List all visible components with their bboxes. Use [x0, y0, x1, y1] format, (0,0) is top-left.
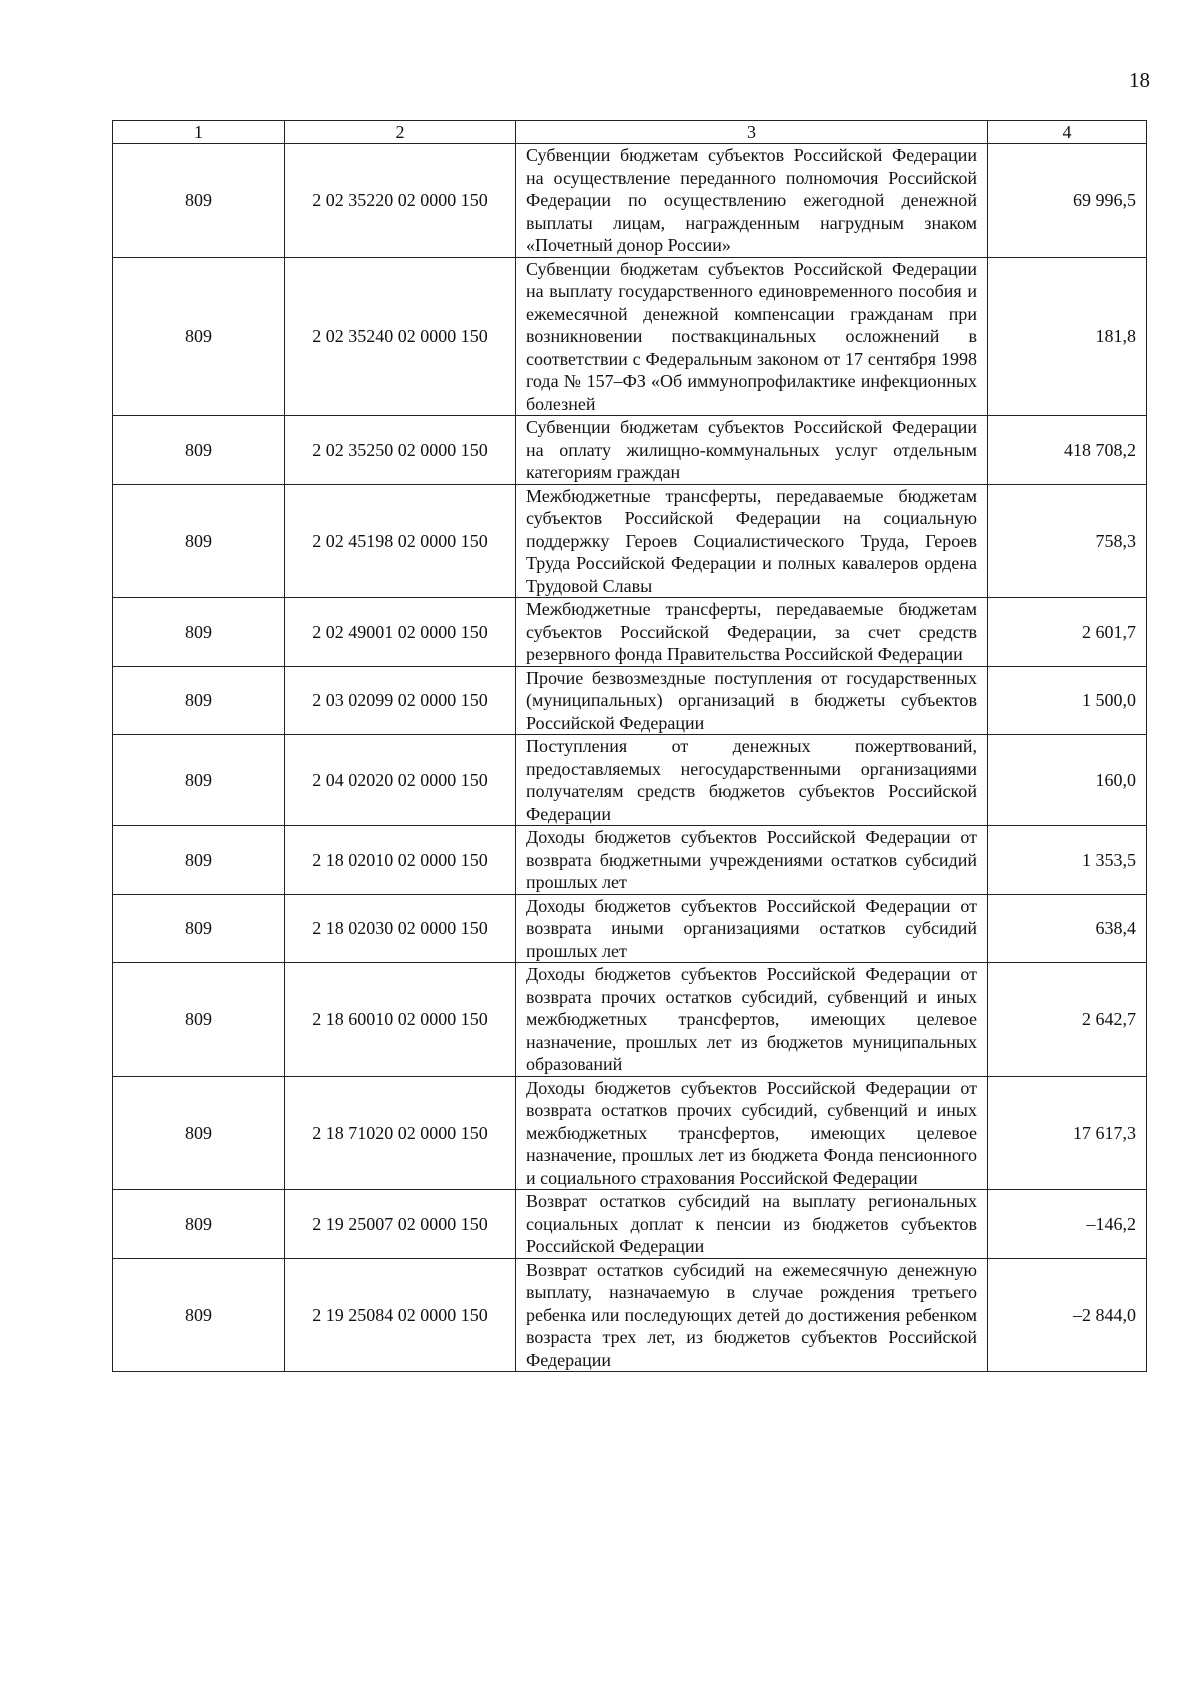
budget-code-cell: 2 02 35220 02 0000 150: [285, 144, 516, 258]
description-cell: Поступления от денежных пожертвований, предоставляемых негосударственными организациями получателям средств бюджетов субъектов Российской Федерации: [516, 735, 988, 826]
budget-code-cell: 2 02 35240 02 0000 150: [285, 257, 516, 416]
column-header: 2: [285, 121, 516, 144]
amount-cell: –2 844,0: [988, 1258, 1147, 1372]
amount-cell: 638,4: [988, 894, 1147, 963]
table-row: [113, 963, 1147, 1077]
table-row: [113, 484, 1147, 598]
amount-cell: –146,2: [988, 1190, 1147, 1259]
amount-cell: 1 500,0: [988, 666, 1147, 735]
budget-code-cell: 2 02 35250 02 0000 150: [285, 416, 516, 485]
table-row: [113, 416, 1147, 485]
table-row: [113, 1076, 1147, 1190]
description-cell: Межбюджетные трансферты, передаваемые бюджетам субъектов Российской Федерации на социальную поддержку Героев Социалистического Труда, Героев Труда Российской Федерации и полных кавалеров ордена Трудовой Славы: [516, 484, 988, 598]
description-cell: Прочие безвозмездные поступления от государственных (муниципальных) организаций в бюджеты субъектов Российской Федерации: [516, 666, 988, 735]
admin-code-cell: 809: [113, 735, 285, 826]
budget-code-cell: 2 19 25084 02 0000 150: [285, 1258, 516, 1372]
budget-code-cell: 2 02 45198 02 0000 150: [285, 484, 516, 598]
table-row: [113, 826, 1147, 895]
budget-code-cell: 2 18 71020 02 0000 150: [285, 1076, 516, 1190]
table-row: [113, 666, 1147, 735]
admin-code-cell: 809: [113, 1258, 285, 1372]
table-header-row: [113, 121, 1147, 144]
description-cell: Субвенции бюджетам субъектов Российской Федерации на оплату жилищно-коммунальных услуг отдельным категориям граждан: [516, 416, 988, 485]
table-row: [113, 598, 1147, 667]
table-row: [113, 144, 1147, 258]
budget-code-cell: 2 04 02020 02 0000 150: [285, 735, 516, 826]
description-cell: Доходы бюджетов субъектов Российской Федерации от возврата бюджетными учреждениями остатков субсидий прошлых лет: [516, 826, 988, 895]
admin-code-cell: 809: [113, 1190, 285, 1259]
description-cell: Субвенции бюджетам субъектов Российской Федерации на осуществление переданного полномочия Российской Федерации по осуществлению ежегодной денежной выплаты лицам, награжденным нагрудным знаком «Почетный донор России»: [516, 144, 988, 258]
amount-cell: 17 617,3: [988, 1076, 1147, 1190]
amount-cell: 418 708,2: [988, 416, 1147, 485]
column-header: 3: [516, 121, 988, 144]
table-row: [113, 894, 1147, 963]
admin-code-cell: 809: [113, 666, 285, 735]
budget-code-cell: 2 18 60010 02 0000 150: [285, 963, 516, 1077]
admin-code-cell: 809: [113, 144, 285, 258]
amount-cell: 1 353,5: [988, 826, 1147, 895]
description-cell: Межбюджетные трансферты, передаваемые бюджетам субъектов Российской Федерации, за счет средств резервного фонда Правительства Российской Федерации: [516, 598, 988, 667]
column-header: 1: [113, 121, 285, 144]
table-row: [113, 735, 1147, 826]
description-cell: Доходы бюджетов субъектов Российской Федерации от возврата остатков прочих субсидий, субвенций и иных межбюджетных трансфертов, имеющих целевое назначение, прошлых лет из бюджета Фонда пенсионного и социального страхования Российской Федерации: [516, 1076, 988, 1190]
admin-code-cell: 809: [113, 598, 285, 667]
table-row: [113, 257, 1147, 416]
amount-cell: 181,8: [988, 257, 1147, 416]
revenue-table: [112, 120, 1147, 1372]
budget-code-cell: 2 18 02010 02 0000 150: [285, 826, 516, 895]
amount-cell: 758,3: [988, 484, 1147, 598]
admin-code-cell: 809: [113, 894, 285, 963]
budget-code-cell: 2 19 25007 02 0000 150: [285, 1190, 516, 1259]
amount-cell: 2 601,7: [988, 598, 1147, 667]
admin-code-cell: 809: [113, 484, 285, 598]
budget-code-cell: 2 03 02099 02 0000 150: [285, 666, 516, 735]
admin-code-cell: 809: [113, 416, 285, 485]
amount-cell: 160,0: [988, 735, 1147, 826]
table-row: [113, 1258, 1147, 1372]
column-header: 4: [988, 121, 1147, 144]
amount-cell: 2 642,7: [988, 963, 1147, 1077]
admin-code-cell: 809: [113, 826, 285, 895]
budget-code-cell: 2 18 02030 02 0000 150: [285, 894, 516, 963]
admin-code-cell: 809: [113, 257, 285, 416]
description-cell: Возврат остатков субсидий на ежемесячную денежную выплату, назначаемую в случае рождения третьего ребенка или последующих детей до достижения ребенком возраста трех лет, из бюджетов субъектов Российской Федерации: [516, 1258, 988, 1372]
description-cell: Доходы бюджетов субъектов Российской Федерации от возврата прочих остатков субсидий, субвенций и иных межбюджетных трансфертов, имеющих целевое назначение, прошлых лет из бюджетов муниципальных образований: [516, 963, 988, 1077]
description-cell: Субвенции бюджетам субъектов Российской Федерации на выплату государственного единовременного пособия и ежемесячной денежной компенсации гражданам при возникновении поствакцинальных осложнений в соответствии с Федеральным законом от 17 сентября 1998 года № 157–ФЗ «Об иммунопрофилактике инфекционных болезней: [516, 257, 988, 416]
description-cell: Доходы бюджетов субъектов Российской Федерации от возврата иными организациями остатков субсидий прошлых лет: [516, 894, 988, 963]
page-number: 18: [1129, 68, 1150, 92]
admin-code-cell: 809: [113, 963, 285, 1077]
table-row: [113, 1190, 1147, 1259]
budget-code-cell: 2 02 49001 02 0000 150: [285, 598, 516, 667]
amount-cell: 69 996,5: [988, 144, 1147, 258]
description-cell: Возврат остатков субсидий на выплату региональных социальных доплат к пенсии из бюджетов субъектов Российской Федерации: [516, 1190, 988, 1259]
admin-code-cell: 809: [113, 1076, 285, 1190]
